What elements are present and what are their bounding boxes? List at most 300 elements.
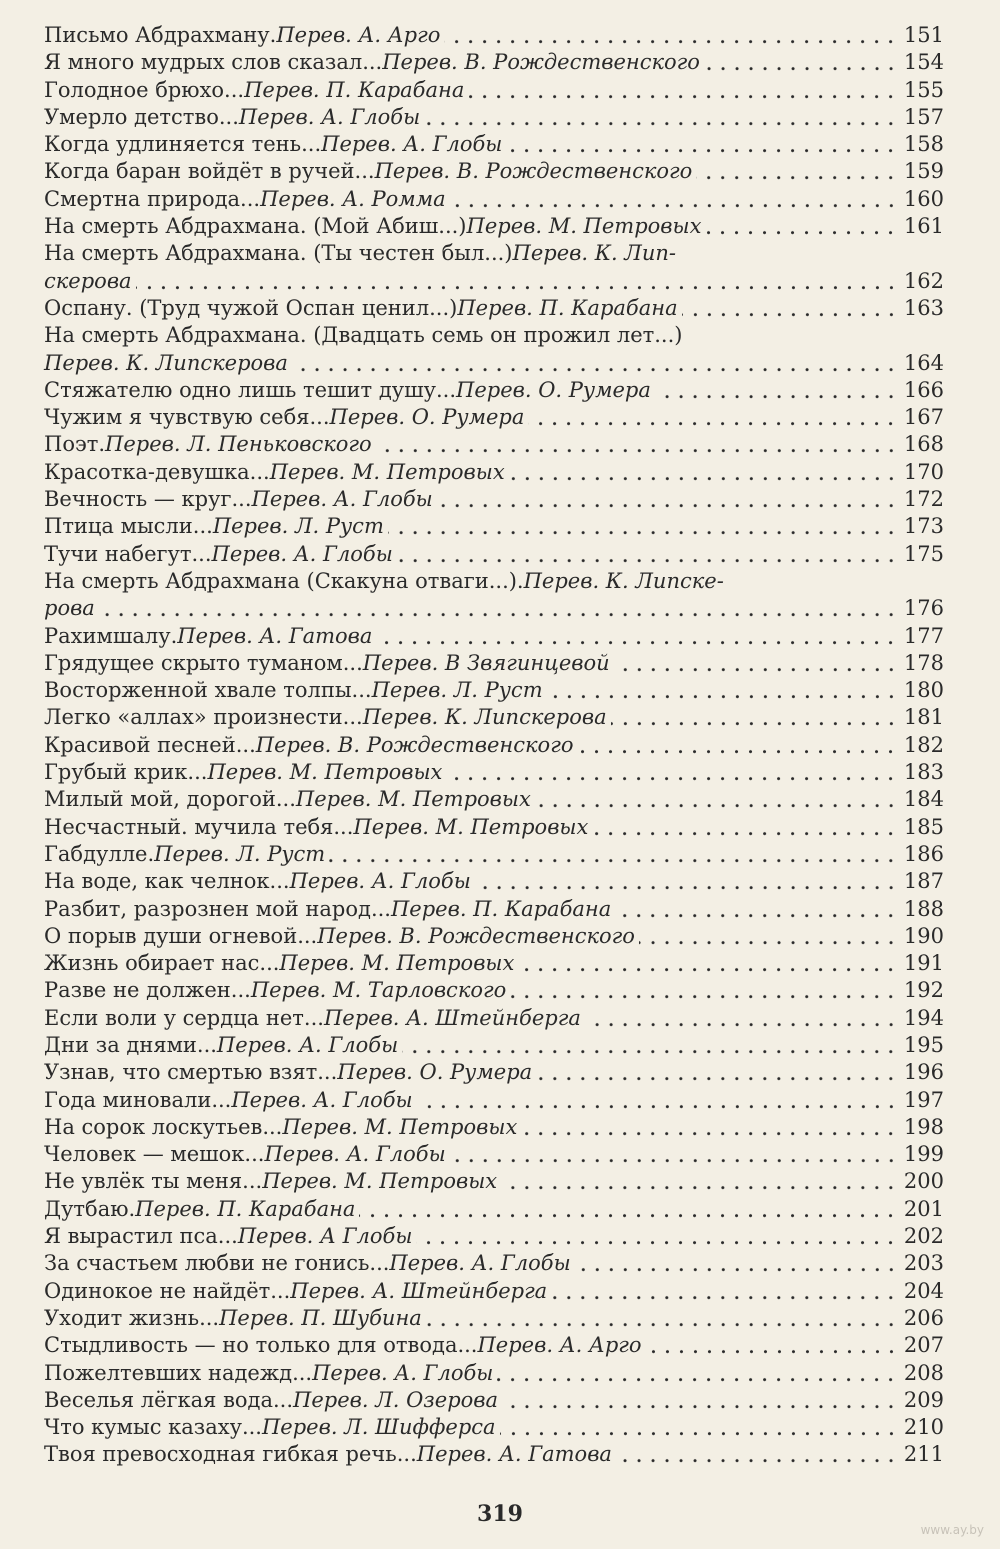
entry-title: Когда удлиняется тень... <box>44 132 322 157</box>
toc-entry <box>44 759 944 786</box>
entry-translator: Перев. П. Шубина <box>219 1305 422 1330</box>
entry-translator: Перев. М. Петровых <box>262 1169 498 1194</box>
toc-entry <box>44 213 944 240</box>
toc-entry-line <box>44 896 944 923</box>
dot-leader <box>426 1305 898 1332</box>
entry-title: Одинокое не найдёт... <box>44 1278 291 1303</box>
entry-translator: Перев. Л. Руст <box>212 514 384 539</box>
entry-translator: Перев. А. Ромма <box>260 186 446 211</box>
entry-translator: Перев. К. Липскерова <box>362 705 607 730</box>
toc-entry <box>44 377 944 404</box>
entry-title: Несчастный. мучила тебя... <box>44 814 354 839</box>
toc-entry-line <box>44 1141 944 1168</box>
entry-title: Грядущее скрыто туманом... <box>44 650 363 675</box>
dot-leader <box>424 104 898 131</box>
dot-leader <box>506 131 898 158</box>
toc-entry <box>44 22 944 49</box>
entry-translator: Перев. А. Глобы <box>238 104 421 129</box>
toc-entry <box>44 295 944 322</box>
entry-title: Человек — мешок... <box>44 1142 265 1167</box>
entry-page: 151 <box>903 23 944 47</box>
dot-leader <box>575 1250 898 1277</box>
entry-translator: Перев. А. Арго <box>477 1333 642 1358</box>
entry-translator-continued: рова <box>44 596 95 621</box>
toc-entry-line <box>44 404 944 431</box>
entry-title: Я много мудрых слов сказал... <box>44 50 383 75</box>
toc-entry <box>44 1168 944 1195</box>
entry-translator: Перев. К. Липске- <box>523 568 724 593</box>
dot-leader <box>509 459 898 486</box>
toc-entry-line <box>44 568 944 595</box>
toc-entry <box>44 704 944 731</box>
entry-title: Дутбаю. <box>44 1196 136 1221</box>
dot-leader <box>416 1223 898 1250</box>
dot-leader <box>502 1387 898 1414</box>
dot-leader <box>450 1141 898 1168</box>
toc-entry-line <box>44 1360 944 1387</box>
entry-page: 166 <box>903 377 944 402</box>
toc-entry-line <box>44 1387 944 1414</box>
entry-page: 175 <box>903 541 944 566</box>
toc-entry-line <box>44 650 944 677</box>
entry-page: 161 <box>903 214 944 239</box>
entry-title: Если воли у сердца нет... <box>44 1005 324 1030</box>
entry-translator: Перев. О. Румера <box>337 1060 533 1085</box>
toc-entry <box>44 541 944 568</box>
toc-entry <box>44 950 944 977</box>
entry-translator-continued: скерова <box>44 268 132 293</box>
entry-page: 206 <box>903 1305 944 1330</box>
toc-entry <box>44 1114 944 1141</box>
toc-entry-line <box>44 1168 944 1195</box>
dot-leader <box>402 1032 898 1059</box>
toc-entry <box>44 131 944 158</box>
toc-entry-line <box>44 240 944 267</box>
toc-entry-line <box>44 704 944 731</box>
toc-entry-line <box>44 1250 944 1277</box>
entry-title: Тучи набегут... <box>44 541 212 566</box>
entry-page: 180 <box>903 678 944 703</box>
entry-translator: Перев. А. Глобы <box>389 1251 571 1276</box>
entry-title: Разбит, разрознен мой народ... <box>44 896 391 921</box>
entry-title: За счастьем любви не гонись... <box>44 1251 390 1276</box>
entry-title: На сорок лоскутьев... <box>44 1114 283 1139</box>
entry-translator: Перев. А. Глобы <box>321 132 503 157</box>
entry-page: 172 <box>903 487 944 512</box>
toc-entry-line <box>44 295 944 322</box>
entry-title: На смерть Абдрахмана (Скакуна отваги...). <box>44 568 524 593</box>
dot-leader <box>468 77 898 104</box>
entry-translator: Перев. А. Глобы <box>264 1142 446 1167</box>
entry-title: Разве не должен... <box>44 978 251 1003</box>
entry-title: Милый мой, дорогой... <box>44 787 296 812</box>
toc-entry <box>44 732 944 759</box>
entry-page: 176 <box>903 596 944 621</box>
toc-entry <box>44 158 944 185</box>
toc-entry <box>44 677 944 704</box>
toc-entry <box>44 1360 944 1387</box>
entry-page: 204 <box>903 1278 944 1303</box>
dot-leader <box>475 868 898 895</box>
entry-translator: Перев. Л. Руст <box>371 678 543 703</box>
toc-entry-line <box>44 1414 944 1441</box>
toc-entry-line <box>44 732 944 759</box>
toc-entry-line <box>44 977 944 1004</box>
entry-translator: Перев. Л. Руст <box>154 841 326 866</box>
toc-entry <box>44 814 944 841</box>
entry-translator: Перев. К. Лип- <box>512 241 676 266</box>
entry-translator: Перев. П. Карабана <box>244 77 465 102</box>
entry-translator: Перев. А. Гатова <box>416 1442 612 1467</box>
toc-entry-line <box>44 22 944 49</box>
toc-entry-line <box>44 923 944 950</box>
toc-entry <box>44 1387 944 1414</box>
entry-title: Оспану. (Труд чужой Оспан ценил...) <box>44 295 458 320</box>
toc-entry-line <box>44 841 944 868</box>
entry-title: Габдулле. <box>44 841 155 866</box>
entry-translator: Перев. А. Штейнберга <box>290 1278 548 1303</box>
entry-title: Красотка-девушка... <box>44 459 270 484</box>
entry-title: Голодное брюхо... <box>44 77 245 102</box>
dot-leader <box>417 1087 898 1114</box>
toc-entry-line <box>44 49 944 76</box>
entry-page: 154 <box>903 50 944 75</box>
toc-entry <box>44 513 944 540</box>
dot-leader <box>535 786 898 813</box>
entry-title: Пожелтевших надежд... <box>44 1360 313 1385</box>
entry-translator: Перев. М. Петровых <box>353 814 589 839</box>
entry-page: 167 <box>903 405 944 430</box>
entry-translator: Перев. П. Карабана <box>135 1196 356 1221</box>
toc-entry <box>44 1332 944 1359</box>
entry-title: Я вырастил пса... <box>44 1224 238 1249</box>
toc-entry-line <box>44 431 944 458</box>
toc-entry-line <box>44 186 944 213</box>
toc-entry-line <box>44 786 944 813</box>
entry-page: 200 <box>903 1169 944 1194</box>
toc-entry-line <box>44 1114 944 1141</box>
toc-entry-line <box>44 377 944 404</box>
entry-page: 160 <box>903 186 944 211</box>
dot-leader <box>704 49 898 76</box>
toc-entry-line <box>44 541 944 568</box>
entry-page: 170 <box>903 459 944 484</box>
entry-title: На смерть Абдрахмана. (Двадцать семь он прожил лет...) <box>44 323 683 348</box>
toc-entry-line <box>44 158 944 185</box>
entry-title: Твоя превосходная гибкая речь... <box>44 1442 417 1467</box>
toc-entry-line <box>44 1332 944 1359</box>
entry-title: Вечность — круг... <box>44 487 252 512</box>
toc-entry <box>44 240 944 295</box>
dot-leader <box>446 759 898 786</box>
entry-title: Поэт. <box>44 432 106 457</box>
entry-page: 191 <box>903 951 944 976</box>
entry-translator: Перев. М. Петровых <box>279 951 515 976</box>
dot-leader <box>616 1441 898 1468</box>
entry-page: 155 <box>903 77 944 102</box>
entry-page: 209 <box>903 1387 944 1412</box>
entry-page: 211 <box>903 1442 944 1467</box>
dot-leader <box>329 841 898 868</box>
entry-page: 188 <box>903 896 944 921</box>
entry-page: 173 <box>903 514 944 539</box>
dot-leader <box>437 486 898 513</box>
entry-translator-continued: Перев. К. Липскерова <box>44 350 288 375</box>
entry-page: 187 <box>903 869 944 894</box>
toc-entry-line <box>44 1032 944 1059</box>
entry-title: Умерло детство... <box>44 104 239 129</box>
toc-entry-line <box>44 1059 944 1086</box>
dot-leader <box>501 1168 898 1195</box>
entry-translator: Перев. П. Карабана <box>390 896 612 921</box>
entry-translator: Перев. Л. Шифферса <box>261 1415 496 1440</box>
dot-leader <box>388 513 898 540</box>
entry-title: Когда баран войдёт в ручей... <box>44 159 375 184</box>
toc-entry-line <box>44 350 944 377</box>
toc-entry-line <box>44 131 944 158</box>
toc-entry-line <box>44 814 944 841</box>
entry-translator: Перев. М. Петровых <box>269 459 505 484</box>
toc-entry-line <box>44 513 944 540</box>
entry-translator: Перев. М. Тарловского <box>250 978 507 1003</box>
dot-leader <box>528 404 898 431</box>
entry-title: Письмо Абдрахману. <box>44 23 277 47</box>
toc-entry <box>44 1278 944 1305</box>
entry-page: 177 <box>903 623 944 648</box>
toc-entry-line <box>44 1005 944 1032</box>
entry-page: 208 <box>903 1360 944 1385</box>
entry-page: 196 <box>903 1060 944 1085</box>
toc-entry-line <box>44 486 944 513</box>
dot-leader <box>444 22 898 49</box>
entry-translator: Перев. М. Петровых <box>207 760 443 785</box>
dot-leader <box>577 732 898 759</box>
entry-title: На смерть Абдрахмана. (Ты честен был...) <box>44 241 513 266</box>
toc-entry <box>44 1005 944 1032</box>
entry-title: На смерть Абдрахмана. (Мой Абиш...) <box>44 214 467 239</box>
entry-page: 203 <box>903 1251 944 1276</box>
entry-title: Дни за днями... <box>44 1032 217 1057</box>
toc-entry <box>44 977 944 1004</box>
toc-entry-line <box>44 677 944 704</box>
toc-entry <box>44 49 944 76</box>
entry-translator: Перев. А Глобы <box>237 1224 413 1249</box>
entry-translator: Перев. П. Карабана <box>457 295 678 320</box>
entry-title: Смертна природа... <box>44 186 261 211</box>
entry-page: 197 <box>903 1087 944 1112</box>
toc-entry-line <box>44 459 944 486</box>
entry-page: 184 <box>903 787 944 812</box>
entry-translator: Перев. А. Арго <box>276 23 441 47</box>
watermark: www.ay.by <box>920 1523 984 1537</box>
toc-entry <box>44 1087 944 1114</box>
toc-entry-line <box>44 623 944 650</box>
entry-translator: Перев. М. Петровых <box>295 787 531 812</box>
toc-entry <box>44 896 944 923</box>
toc-entry-line <box>44 595 944 622</box>
dot-leader <box>655 377 898 404</box>
entry-title: Что кумыс казаху... <box>44 1415 262 1440</box>
entry-page: 182 <box>903 732 944 757</box>
dot-leader <box>611 704 898 731</box>
entry-page: 185 <box>903 814 944 839</box>
entry-title: Чужим я чувствую себя... <box>44 405 330 430</box>
toc-entry <box>44 841 944 868</box>
dot-leader <box>521 1114 898 1141</box>
entry-title: Не увлёк ты меня... <box>44 1169 263 1194</box>
entry-title: Восторженной хвале толпы... <box>44 678 372 703</box>
toc-entry-line <box>44 213 944 240</box>
dot-leader <box>614 650 898 677</box>
entry-translator: Перев. М. Петровых <box>466 214 702 239</box>
toc-entry <box>44 104 944 131</box>
entry-title: Грубый крик... <box>44 760 208 785</box>
toc-entry <box>44 623 944 650</box>
entry-translator: Перев. А. Глобы <box>289 869 471 894</box>
entry-title: О порыв души огневой... <box>44 923 318 948</box>
toc-entry <box>44 1305 944 1332</box>
entry-page: 181 <box>903 705 944 730</box>
entry-page: 198 <box>903 1114 944 1139</box>
entry-translator: Перев. А. Глобы <box>251 487 433 512</box>
dot-leader <box>696 158 898 185</box>
entry-title: Легко «аллах» произнести... <box>44 705 363 730</box>
dot-leader <box>547 677 898 704</box>
entry-page: 162 <box>903 268 944 293</box>
entry-translator: Перев. О. Румера <box>329 405 525 430</box>
dot-leader <box>615 896 898 923</box>
dot-leader <box>450 186 898 213</box>
toc-entry <box>44 1059 944 1086</box>
dot-leader <box>292 350 898 377</box>
table-of-contents <box>44 22 944 1469</box>
entry-translator: Перев. В. Рождественского <box>382 50 700 75</box>
toc-entry <box>44 459 944 486</box>
toc-entry <box>44 431 944 458</box>
entry-page: 202 <box>903 1224 944 1249</box>
dot-leader <box>682 295 898 322</box>
toc-entry-line <box>44 268 944 295</box>
entry-title: Жизнь обирает нас... <box>44 951 280 976</box>
toc-entry <box>44 1196 944 1223</box>
entry-translator: Перев. Л. Озерова <box>293 1387 499 1412</box>
toc-entry-line <box>44 950 944 977</box>
entry-page: 168 <box>903 432 944 457</box>
entry-title: Стяжателю одно лишь тешит душу... <box>44 377 457 402</box>
entry-page: 199 <box>903 1142 944 1167</box>
entry-title: На воде, как челнок... <box>44 869 290 894</box>
dot-leader <box>376 431 898 458</box>
entry-translator: Перев. В. Рождественского <box>255 732 574 757</box>
dot-leader <box>585 1005 898 1032</box>
entry-translator: Перев. А. Глобы <box>216 1032 399 1057</box>
entry-title: Стыдливость — но только для отвода... <box>44 1333 478 1358</box>
toc-entry <box>44 1223 944 1250</box>
entry-page: 178 <box>903 650 944 675</box>
entry-page: 190 <box>903 923 944 948</box>
entry-translator: Перев. В Звягинцевой <box>362 650 610 675</box>
entry-title: Красивой песней... <box>44 732 256 757</box>
entry-page: 183 <box>903 760 944 785</box>
toc-entry-line <box>44 77 944 104</box>
toc-entry <box>44 486 944 513</box>
toc-entry <box>44 1250 944 1277</box>
entry-translator: Перев. А. Глобы <box>231 1087 413 1112</box>
entry-translator: Перев. М. Петровых <box>282 1114 518 1139</box>
toc-entry-line <box>44 1278 944 1305</box>
toc-entry <box>44 650 944 677</box>
toc-entry <box>44 186 944 213</box>
toc-entry <box>44 77 944 104</box>
dot-leader <box>536 1059 898 1086</box>
toc-entry <box>44 1032 944 1059</box>
toc-entry-line <box>44 1087 944 1114</box>
page-number: 319 <box>477 1501 523 1527</box>
entry-page: 207 <box>903 1333 944 1358</box>
entry-translator: Перев. А. Гатова <box>177 623 373 648</box>
toc-entry-line <box>44 322 944 349</box>
entry-translator: Перев. В. Рождественского <box>317 923 635 948</box>
toc-entry <box>44 1141 944 1168</box>
entry-page: 159 <box>903 159 944 184</box>
dot-leader <box>551 1278 898 1305</box>
dot-leader <box>646 1332 898 1359</box>
toc-entry-line <box>44 1441 944 1468</box>
toc-entry-line <box>44 868 944 895</box>
toc-entry-line <box>44 1196 944 1223</box>
dot-leader <box>359 1196 898 1223</box>
entry-translator: Перев. А. Глобы <box>312 1360 494 1385</box>
toc-entry <box>44 923 944 950</box>
toc-entry-line <box>44 759 944 786</box>
toc-entry <box>44 868 944 895</box>
entry-title: Узнав, что смертью взят... <box>44 1060 338 1085</box>
dot-leader <box>99 595 898 622</box>
dot-leader <box>136 268 898 295</box>
entry-page: 210 <box>903 1415 944 1440</box>
toc-entry-line <box>44 1223 944 1250</box>
entry-page: 186 <box>903 841 944 866</box>
entry-page: 157 <box>903 104 944 129</box>
entry-translator: Перев. А. Штейнберга <box>323 1005 581 1030</box>
toc-entry <box>44 404 944 431</box>
entry-translator: Перев. В. Рождественского <box>374 159 693 184</box>
entry-title: Веселья лёгкая вода... <box>44 1387 294 1412</box>
toc-entry <box>44 786 944 813</box>
entry-page: 195 <box>903 1032 944 1057</box>
entry-translator: Перев. А. Глобы <box>211 541 393 566</box>
entry-translator: Перев. Л. Пеньковского <box>105 432 372 457</box>
entry-title: Рахимшалу. <box>44 623 178 648</box>
dot-leader <box>497 1360 898 1387</box>
entry-page: 158 <box>903 132 944 157</box>
dot-leader <box>500 1414 898 1441</box>
dot-leader <box>518 950 898 977</box>
entry-title: Птица мысли... <box>44 514 213 539</box>
toc-entry <box>44 568 944 623</box>
entry-page: 164 <box>903 350 944 375</box>
dot-leader <box>376 623 898 650</box>
entry-page: 192 <box>903 978 944 1003</box>
dot-leader <box>510 977 898 1004</box>
dot-leader <box>592 814 898 841</box>
toc-entry-line <box>44 1305 944 1332</box>
toc-entry <box>44 322 944 377</box>
dot-leader <box>639 923 898 950</box>
entry-page: 163 <box>903 295 944 320</box>
toc-entry <box>44 1441 944 1468</box>
entry-title: Года миновали... <box>44 1087 232 1112</box>
